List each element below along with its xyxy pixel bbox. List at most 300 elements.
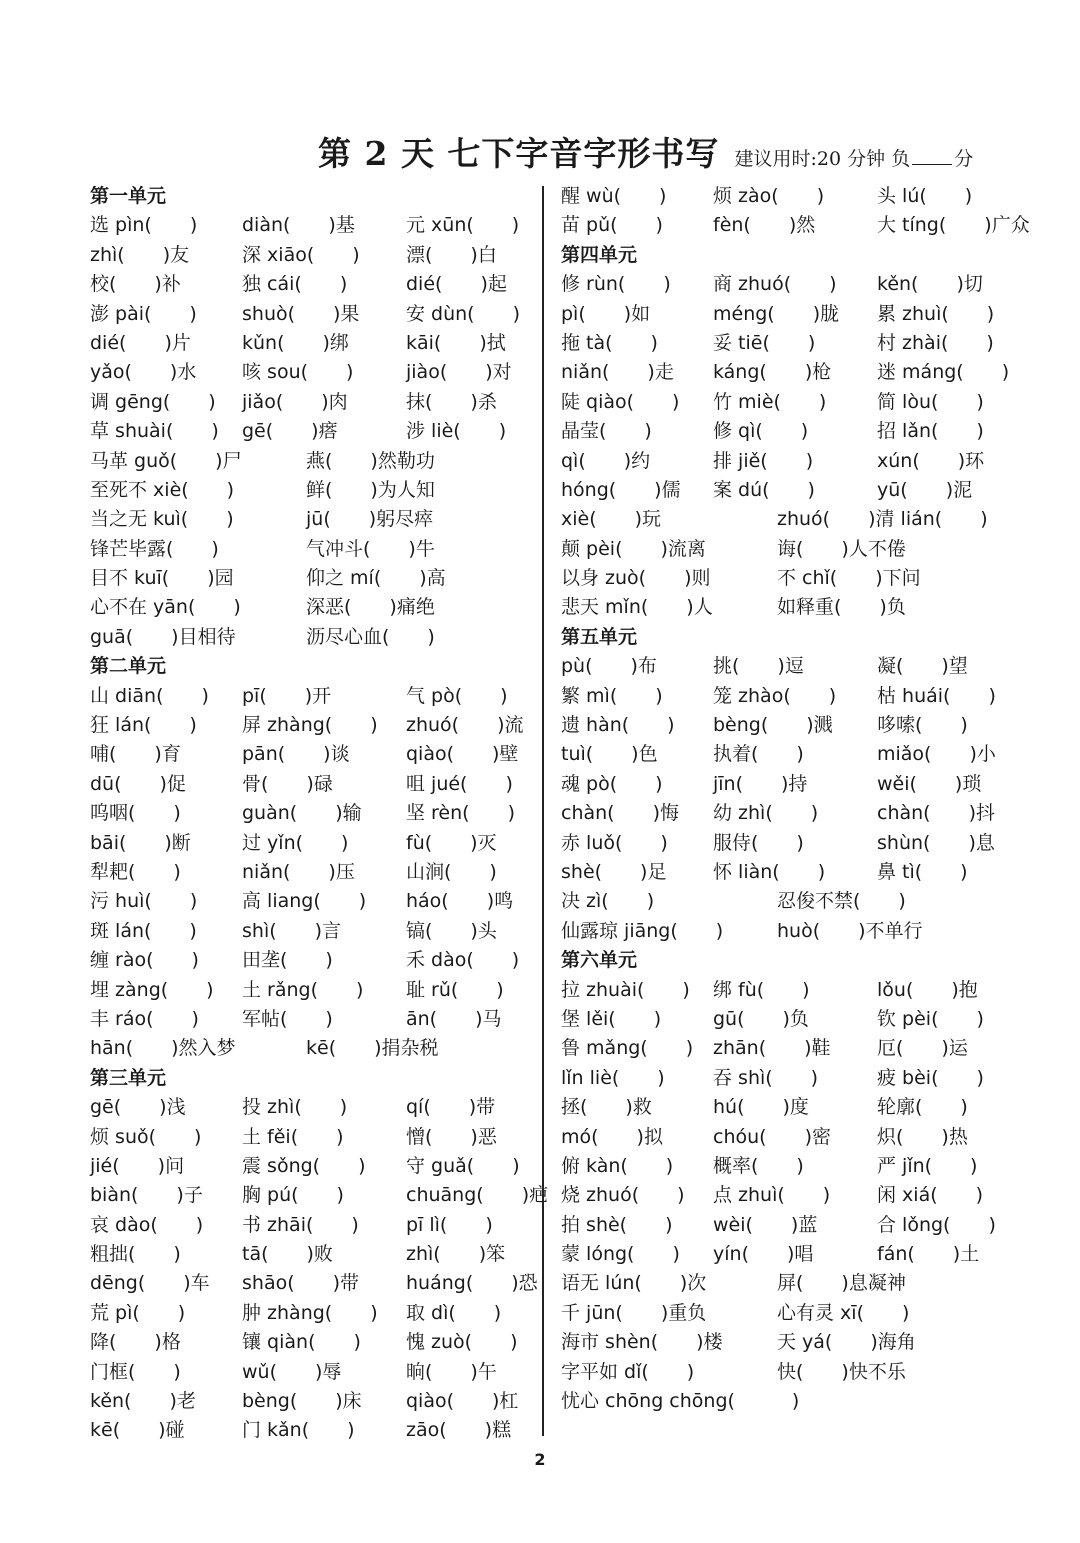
exercise-item: 修 qì( )	[713, 420, 809, 443]
exercise-item: 海市 shèn( )楼	[561, 1331, 723, 1354]
unit-heading: 第五单元	[561, 625, 638, 648]
exercise-item: fèn( )然	[713, 214, 816, 237]
exercise-row	[90, 858, 530, 887]
exercise-item: 大 tíng( )广众	[877, 214, 1030, 237]
exercise-item: 严 jǐn( )	[877, 1154, 978, 1177]
exercise-row	[561, 1211, 1001, 1240]
exercise-item: 蒙 lóng( )	[561, 1243, 680, 1266]
exercise-row	[90, 1093, 530, 1122]
exercise-item: 涉 liè( )	[406, 420, 507, 443]
exercise-row	[90, 358, 530, 387]
time-hint	[735, 148, 974, 170]
exercise-row	[561, 1181, 1001, 1210]
exercise-item: 陡 qiào( )	[561, 390, 680, 413]
exercise-item: 忍俊不禁( )	[777, 890, 906, 913]
exercise-item: 拉 zhuài( )	[561, 978, 690, 1001]
exercise-row	[90, 1416, 530, 1445]
exercise-item: 愧 zuò( )	[406, 1331, 518, 1354]
exercise-item: 镐( )头	[406, 919, 497, 942]
exercise-row	[561, 682, 1001, 711]
exercise-row	[561, 270, 1001, 299]
exercise-item: 深 xiāo( )	[242, 243, 360, 266]
exercise-item: 简 lòu( )	[877, 390, 984, 413]
exercise-item: 当之无 kuì( )	[90, 508, 234, 531]
exercise-item: 执着( )	[713, 743, 804, 766]
exercise-item: guā( )目相待	[90, 625, 236, 648]
exercise-item: 澎 pài( )	[90, 302, 197, 325]
exercise-item: bèng( )溅	[713, 714, 833, 737]
exercise-item: niǎn( )走	[561, 361, 674, 384]
exercise-item: kěn( )切	[877, 273, 983, 296]
exercise-row	[90, 799, 530, 828]
exercise-row	[561, 182, 1001, 211]
exercise-item: 土 rǎng( )	[242, 978, 364, 1001]
exercise-item: chàn( )抖	[877, 802, 995, 825]
exercise-item: 繁 mì( )	[561, 684, 663, 707]
exercise-item: yǎo( )水	[90, 361, 197, 384]
exercise-row	[90, 946, 530, 975]
exercise-item: 堡 lěi( )	[561, 1007, 662, 1030]
exercise-item: qí( )带	[406, 1096, 496, 1119]
exercise-item: 安 dùn( )	[406, 302, 521, 325]
exercise-item: miǎo( )小	[877, 743, 996, 766]
exercise-item: 屏 zhàng( )	[242, 714, 378, 737]
exercise-row	[561, 329, 1001, 358]
exercise-row	[561, 1358, 1001, 1387]
exercise-item: shùn( )息	[877, 831, 995, 854]
exercise-item: 厄( )运	[877, 1037, 968, 1060]
exercise-row	[90, 329, 530, 358]
exercise-row	[90, 505, 530, 534]
exercise-item: 哆嗦( )	[877, 714, 968, 737]
exercise-item: kāi( )拭	[406, 331, 506, 354]
exercise-row	[561, 652, 1001, 681]
exercise-row	[90, 1152, 530, 1181]
exercise-item: wěi( )琐	[877, 772, 982, 795]
exercise-item: 怀 liàn( )	[713, 860, 826, 883]
exercise-row	[561, 1123, 1001, 1152]
exercise-row	[90, 447, 530, 476]
exercise-item: 沥尽心血( )	[306, 625, 435, 648]
exercise-item: 忧心 chōng chōng( )	[561, 1390, 800, 1413]
exercise-row	[90, 1034, 530, 1063]
exercise-item: zhì( )友	[90, 243, 190, 266]
exercise-row	[561, 887, 1001, 916]
exercise-row	[90, 1211, 530, 1240]
exercise-item: 商 zhuó( )	[713, 273, 837, 296]
exercise-item: 钦 pèi( )	[877, 1007, 984, 1030]
exercise-item: 千 jūn( )重负	[561, 1301, 707, 1324]
exercise-item: 书 zhāi( )	[242, 1213, 359, 1236]
exercise-row	[561, 1240, 1001, 1269]
exercise-item: 心不在 yān( )	[90, 596, 241, 619]
exercise-row	[90, 388, 530, 417]
exercise-item: 哺( )育	[90, 743, 181, 766]
exercise-item: 坚 rèn( )	[406, 802, 515, 825]
exercise-row	[561, 711, 1001, 740]
exercise-item: 鼻 tì( )	[877, 860, 968, 883]
exercise-row	[561, 1152, 1001, 1181]
exercise-item: 独 cái( )	[242, 273, 348, 296]
exercise-item: 鲁 mǎng( )	[561, 1037, 694, 1060]
exercise-item: 粗拙( )	[90, 1243, 181, 1266]
exercise-item: hú( )度	[713, 1096, 809, 1119]
exercise-item: 颠 pèi( )流离	[561, 537, 706, 560]
exercise-row	[90, 829, 530, 858]
exercise-item: guàn( )输	[242, 802, 362, 825]
exercise-item: 降( )格	[90, 1331, 181, 1354]
exercise-item: gū( )负	[713, 1007, 809, 1030]
exercise-item: 心有灵 xī( )	[777, 1301, 910, 1324]
exercise-item: chàn( )悔	[561, 802, 679, 825]
exercise-row	[561, 447, 1001, 476]
exercise-item: zhān( )鞋	[713, 1037, 831, 1060]
exercise-item: yū( )泥	[877, 478, 973, 501]
exercise-item: wǔ( )辱	[242, 1360, 342, 1383]
exercise-item: qì( )约	[561, 449, 651, 472]
exercise-item: 决 zì( )	[561, 890, 655, 913]
exercise-item: 山 diān( )	[90, 684, 209, 707]
exercise-item: 元 xūn( )	[406, 214, 520, 237]
exercise-item: chóu( )密	[713, 1125, 831, 1148]
exercise-item: 调 gēng( )	[90, 390, 216, 413]
exercise-row	[561, 535, 1001, 564]
exercise-item: yín( )唱	[713, 1243, 814, 1266]
exercise-item: 肿 zhàng( )	[242, 1301, 378, 1324]
exercise-item: 修 rùn( )	[561, 273, 671, 296]
exercise-item: 荒 pì( )	[90, 1301, 186, 1324]
exercise-item: 门框( )	[90, 1360, 181, 1383]
unit-heading: 第二单元	[90, 655, 167, 678]
exercise-item: wèi( )蓝	[713, 1213, 818, 1236]
exercise-item: 仰之 mí( )高	[306, 567, 446, 590]
exercise-item: jīn( )持	[713, 772, 808, 795]
exercise-row	[561, 829, 1001, 858]
exercise-item: háo( )鸣	[406, 890, 514, 913]
exercise-row	[90, 476, 530, 505]
exercise-row	[90, 211, 530, 240]
exercise-item: tā( )败	[242, 1243, 333, 1266]
exercise-row	[90, 300, 530, 329]
exercise-item: 鲜( )为人知	[306, 478, 435, 501]
exercise-item: biàn( )子	[90, 1184, 203, 1207]
unit-heading: 第六单元	[561, 949, 638, 972]
exercise-row	[561, 358, 1010, 387]
exercise-item: 悲天 mǐn( )人	[561, 596, 713, 619]
exercise-item: 晶莹( )	[561, 420, 652, 443]
exercise-item: 马革 guǒ( )尸	[90, 449, 242, 472]
exercise-item: 仙露琼 jiāng( )	[561, 919, 724, 942]
exercise-item: 憎( )恶	[406, 1125, 497, 1148]
exercise-item: 招 lǎn( )	[877, 420, 984, 443]
exercise-row	[90, 417, 530, 446]
exercise-item: 拍 shè( )	[561, 1213, 673, 1236]
exercise-item: 狂 lán( )	[90, 714, 197, 737]
exercise-item: shè( )足	[561, 860, 667, 883]
exercise-item: 耻 rǔ( )	[406, 978, 504, 1001]
exercise-item: zhì( )笨	[406, 1243, 506, 1266]
exercise-item: 苗 pǔ( )	[561, 214, 663, 237]
exercise-item: 污 huì( )	[90, 890, 198, 913]
exercise-item: 门 kǎn( )	[242, 1419, 355, 1442]
exercise-item: 燕( )然勒功	[306, 449, 435, 472]
exercise-item: tuì( )色	[561, 743, 658, 766]
exercise-item: 斑 lán( )	[90, 919, 197, 942]
score-blank	[912, 150, 952, 165]
exercise-item: fù( )灭	[406, 831, 497, 854]
exercise-item: 山涧( )	[406, 860, 497, 883]
exercise-row	[90, 1269, 538, 1298]
exercise-item: shuò( )果	[242, 302, 360, 325]
exercise-row	[561, 211, 1030, 240]
exercise-item: kǔn( )绑	[242, 331, 349, 354]
exercise-row	[90, 1240, 530, 1269]
exercise-row	[561, 917, 1001, 946]
exercise-item: shāo( )带	[242, 1272, 360, 1295]
exercise-item: 镶 qiàn( )	[242, 1331, 361, 1354]
exercise-item: 绑 fù( )	[713, 978, 810, 1001]
exercise-item: zhuó( )清 lián( )	[777, 508, 988, 531]
exercise-item: 漂( )白	[406, 243, 497, 266]
exercise-item: xiè( )玩	[561, 508, 662, 531]
exercise-item: zhuó( )流	[406, 714, 524, 737]
exercise-item: xún( )环	[877, 449, 985, 472]
exercise-item: 草 shuài( )	[90, 420, 219, 443]
exercise-item: shì( )言	[242, 919, 342, 942]
exercise-item: kē( )碰	[90, 1419, 185, 1442]
exercise-row	[90, 270, 530, 299]
exercise-item: dié( )片	[90, 331, 191, 354]
exercise-row	[90, 887, 530, 916]
exercise-item: 笼 zhào( )	[713, 684, 837, 707]
exercise-item: chuāng( )疤	[406, 1184, 549, 1207]
exercise-item: 语无 lún( )次	[561, 1272, 707, 1295]
exercise-item: 抹( )杀	[406, 390, 497, 413]
exercise-row	[561, 1064, 1001, 1093]
exercise-row	[561, 799, 1001, 828]
exercise-row	[561, 1034, 1001, 1063]
exercise-row	[561, 1269, 1001, 1298]
exercise-item: qiào( )杠	[406, 1390, 519, 1413]
exercise-row	[90, 623, 530, 652]
exercise-row	[90, 1005, 530, 1034]
exercise-row	[561, 1328, 1001, 1357]
exercise-item: lǐn liè( )	[561, 1066, 665, 1089]
exercise-item: 犁耙( )	[90, 860, 181, 883]
exercise-item: zāo( )糕	[406, 1419, 512, 1442]
exercise-item: 赤 luǒ( )	[561, 831, 668, 854]
exercise-item: 头 lú( )	[877, 185, 973, 207]
exercise-item: 服侍( )	[713, 831, 804, 854]
exercise-item: káng( )枪	[713, 361, 832, 384]
left-column	[90, 182, 549, 1446]
exercise-item: 田垄( )	[242, 949, 333, 972]
exercise-item: 军帖( )	[242, 1007, 333, 1030]
exercise-item: 点 zhuì( )	[713, 1184, 831, 1207]
exercise-item: hóng( )儒	[561, 478, 681, 501]
exercise-item: kěn( )老	[90, 1390, 196, 1413]
exercise-item: 魂 pò( )	[561, 772, 663, 795]
exercise-item: 炽( )热	[877, 1125, 968, 1148]
exercise-item: bāi( )断	[90, 831, 191, 854]
exercise-item: gē( )瘩	[242, 420, 338, 443]
exercise-row	[90, 682, 530, 711]
exercise-item: 咳 sou( )	[242, 361, 354, 384]
exercise-item: 锋芒毕露( )	[90, 537, 219, 560]
exercise-item: 屏( )息凝神	[777, 1272, 906, 1295]
exercise-item: jiǎo( )肉	[242, 390, 348, 413]
exercise-item: gē( )浅	[90, 1096, 186, 1119]
exercise-item: 吞 shì( )	[713, 1066, 819, 1089]
exercise-item: 字平如 dǐ( )	[561, 1360, 695, 1383]
exercise-item: dū( )促	[90, 772, 186, 795]
exercise-item: 凝( )望	[877, 655, 968, 678]
exercise-row	[561, 593, 1001, 622]
exercise-item: 呜咽( )	[90, 802, 181, 825]
right-column	[561, 182, 1030, 1416]
exercise-item: fán( )土	[877, 1243, 980, 1266]
exercise-item: ān( )马	[406, 1007, 502, 1030]
exercise-item: 村 zhài( )	[877, 331, 994, 354]
exercise-item: 至死不 xiè( )	[90, 478, 235, 501]
exercise-item: 轮廓( )	[877, 1096, 968, 1119]
exercise-row	[90, 1123, 530, 1152]
exercise-item: 深恶( )痛绝	[306, 596, 435, 619]
exercise-item: 幼 zhì( )	[713, 802, 819, 825]
exercise-item: 闲 xiá( )	[877, 1184, 984, 1207]
exercise-item: dēng( )车	[90, 1272, 210, 1295]
exercise-item: 不 chǐ( )下问	[777, 567, 921, 590]
exercise-item: hān( )然入梦	[90, 1037, 236, 1060]
exercise-item: méng( )胧	[713, 302, 840, 325]
exercise-item: huò( )不单行	[777, 919, 923, 942]
exercise-row	[90, 564, 530, 593]
exercise-row	[90, 535, 530, 564]
exercise-item: 诲( )人不倦	[777, 537, 906, 560]
exercise-item: pī( )开	[242, 684, 332, 707]
exercise-row	[561, 740, 1001, 769]
exercise-item: 禾 dào( )	[406, 949, 520, 972]
exercise-item: bèng( )床	[242, 1390, 362, 1413]
unit-heading: 第一单元	[90, 185, 167, 207]
exercise-item: 土 fěi( )	[242, 1125, 344, 1148]
exercise-item: 累 zhuì( )	[877, 302, 995, 325]
exercise-item: 以身 zuò( )则	[561, 567, 711, 590]
exercise-item: 如释重( )负	[777, 596, 906, 619]
exercise-item: 取 dì( )	[406, 1301, 502, 1324]
exercise-item: 拯( )救	[561, 1096, 652, 1119]
exercise-item: 合 lǒng( )	[877, 1213, 996, 1236]
exercise-item: 高 liang( )	[242, 890, 367, 913]
exercise-row	[90, 593, 530, 622]
exercise-item: pù( )布	[561, 655, 657, 678]
exercise-item: 过 yǐn( )	[242, 831, 349, 854]
exercise-item: 快( )快不乐	[777, 1360, 906, 1383]
unit-heading: 第三单元	[90, 1066, 167, 1089]
exercise-item: 烦 zào( )	[713, 185, 825, 207]
exercise-item: jiào( )对	[406, 361, 512, 384]
exercise-row	[90, 1181, 549, 1210]
exercise-row	[561, 770, 1001, 799]
exercise-item: 缠 rào( )	[90, 949, 199, 972]
exercise-item: pī lì( )	[406, 1213, 493, 1236]
exercise-row	[90, 770, 530, 799]
exercise-item: 震 sǒng( )	[242, 1154, 366, 1177]
exercise-item: qiào( )壁	[406, 743, 519, 766]
exercise-item: 骨( )碌	[242, 772, 333, 795]
exercise-item: pān( )谈	[242, 743, 350, 766]
exercise-row	[561, 1093, 1001, 1122]
exercise-row	[90, 1387, 530, 1416]
exercise-row	[561, 388, 1001, 417]
exercise-row	[90, 1358, 530, 1387]
exercise-row	[561, 1299, 1001, 1328]
exercise-row	[90, 976, 530, 1005]
exercise-row	[90, 711, 530, 740]
exercise-item: 选 pìn( )	[90, 214, 198, 237]
exercise-row	[561, 505, 1001, 534]
exercise-item: 概率( )	[713, 1154, 804, 1177]
exercise-item: huáng( )恐	[406, 1272, 538, 1295]
page-title: 第 2 天 七下字音字形书写	[318, 134, 720, 173]
exercise-item: 挑( )逗	[713, 655, 804, 678]
exercise-row	[561, 300, 1001, 329]
page-header	[318, 128, 973, 175]
exercise-row	[561, 564, 1001, 593]
exercise-item: 醒 wù( )	[561, 185, 667, 207]
exercise-item: dié( )起	[406, 273, 507, 296]
page-number: 2	[534, 1450, 546, 1469]
exercise-row	[561, 417, 1001, 446]
exercise-item: 丰 ráo( )	[90, 1007, 199, 1030]
exercise-item: 气 pò( )	[406, 684, 508, 707]
column-divider	[542, 186, 544, 1436]
exercise-row	[90, 1299, 530, 1328]
exercise-item: 妥 tiē( )	[713, 331, 816, 354]
unit-heading: 第四单元	[561, 243, 638, 266]
exercise-item: 气冲斗( )牛	[306, 537, 435, 560]
exercise-item: diàn( )基	[242, 214, 355, 237]
exercise-row	[90, 740, 530, 769]
exercise-item: pì( )如	[561, 302, 651, 325]
exercise-row	[561, 858, 1001, 887]
exercise-item: 烧 zhuó( )	[561, 1184, 685, 1207]
exercise-row	[90, 1328, 530, 1357]
exercise-item: 守 guǎ( )	[406, 1154, 520, 1177]
exercise-item: lǒu( )抱	[877, 978, 978, 1001]
exercise-row	[561, 976, 1001, 1005]
exercise-item: 晌( )午	[406, 1360, 497, 1383]
exercise-item: jū( )躬尽瘁	[306, 508, 434, 531]
exercise-item: 目不 kuī( )园	[90, 567, 234, 590]
hint-text: 建议用时:20 分钟 负	[734, 148, 911, 170]
exercise-row	[561, 1387, 1001, 1416]
exercise-item: mó( )拟	[561, 1125, 663, 1148]
exercise-item: 校( )补	[90, 273, 181, 296]
exercise-row	[561, 476, 1001, 505]
exercise-item: 枯 huái( )	[877, 684, 996, 707]
exercise-row	[561, 1005, 1001, 1034]
exercise-row	[90, 241, 530, 270]
exercise-item: 排 jiě( )	[713, 449, 814, 472]
exercise-row	[90, 917, 530, 946]
exercise-item: 咀 jué( )	[406, 772, 513, 795]
hint-suffix: 分	[954, 148, 974, 170]
exercise-item: 案 dú( )	[713, 478, 815, 501]
exercise-item: 拖 tà( )	[561, 331, 658, 354]
exercise-item: 俯 kàn( )	[561, 1154, 674, 1177]
exercise-item: 投 zhì( )	[242, 1096, 348, 1119]
